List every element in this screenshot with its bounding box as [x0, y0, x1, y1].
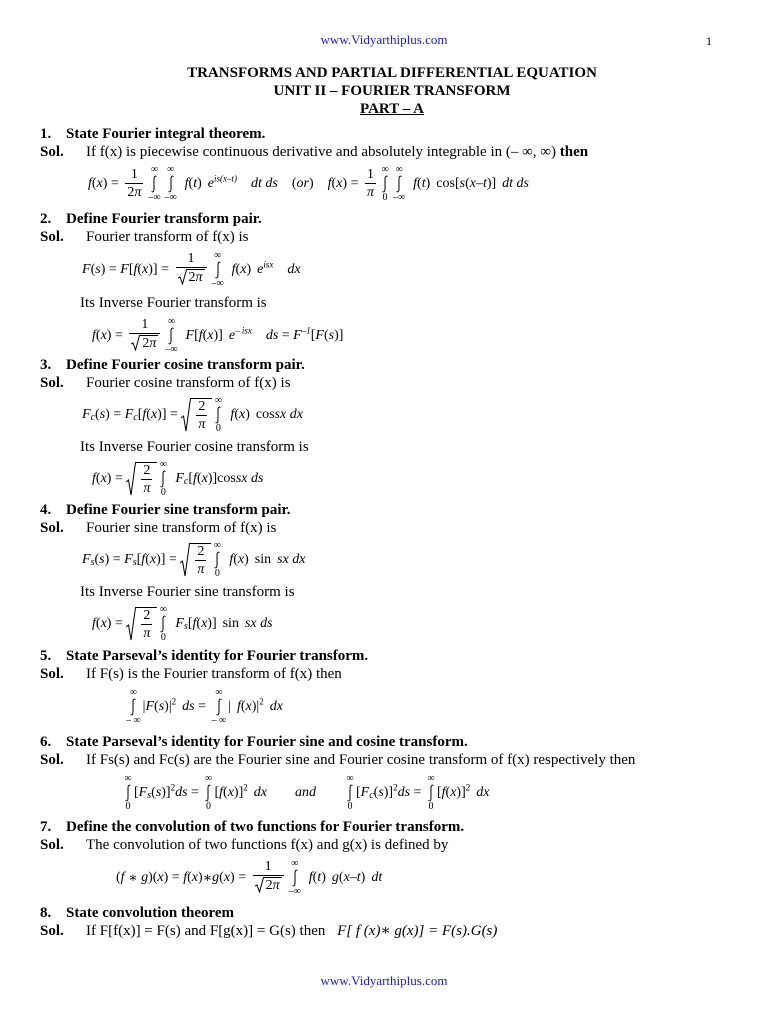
item-4: [40, 501, 740, 647]
formula-convolution: ( f ∗ g )( x ) = f ( x ) ∗ g ( x ) = 1 2 π ∞ –∞ f ( t ) g ( x – t ) dt: [116, 858, 383, 897]
answer-1: Sol. If f(x) is piecewise continuous derivative and absolutely integrable in (– ∞, ∞) then: [40, 144, 589, 160]
question-6: 6. State Parseval’s identity for Fourier sine and cosine transform.: [40, 734, 468, 750]
integral-sign: ∞ 0: [213, 540, 221, 579]
title-line-2: UNIT II – FOURIER TRANSFORM: [273, 83, 511, 99]
integral-sign: ∞ 0: [124, 773, 132, 812]
answer-7: Sol. The convolution of two functions f(x) and g(x) is defined by: [40, 837, 449, 853]
inverse-text-2: Its Inverse Fourier transform is: [80, 295, 267, 311]
answer-8: Sol. If F[f(x)] = F(s) and F[g(x)] = G(s) then F[ f (x)∗ g(x)] = F(s).G(s): [40, 923, 498, 939]
formula-parseval-sine-cosine: ∞ 0 [ Fs ( s )]$^2$ ds = ∞ 0 [ f ( x )]$^2$ dx and ∞ 0 [ Fc ( s )]$^2$ ds = ∞ 0 [ f ( x )]$^2$ dx: [124, 773, 490, 812]
formula-parseval: ∞ – ∞ | F ( s ) $|^2$ ds = ∞ – ∞ | f ( x ) $|^2$ dx: [126, 687, 283, 726]
integral-sign: ∞ 0: [427, 773, 435, 812]
answer-5: Sol. If F(s) is the Fourier transform of f(x) then: [40, 666, 342, 682]
formula-sine-transform: Fs ( s ) = Fs [ f ( x )] = $\frac{2}{\pi}$ ∞ 0 f ( x ) sin sx dx: [82, 540, 306, 579]
formula-inverse-fourier: f ( x ) = 1 2 π ∞ –∞ F [ f ( x )] $e^{- isx}$ ds = $F^{-1}$ [ F ( s )]: [92, 316, 344, 355]
question-7: 7. Define the convolution of two functions for Fourier transform.: [40, 819, 465, 835]
item-8: [40, 904, 740, 940]
formula-fourier-integral: f ( x ) = $\frac{1}{2\pi}$ ∞ –∞ ∞ –∞ f ( t ) $e^{is(x-t)}$ dt ds ( or ) f ( x ) = $\frac{1}{\pi}$ ∞ 0 ∞ –∞ f ( t ) cos[ s ( x – t )] dt ds: [88, 164, 530, 203]
integral-sign: ∞ 0: [381, 164, 389, 203]
item-3: [40, 356, 740, 502]
integral-sign: ∞ 0: [204, 773, 213, 812]
inverse-text-3: Its Inverse Fourier cosine transform is: [80, 439, 309, 455]
question-1: 1. State Fourier integral theorem.: [40, 126, 266, 142]
title-line-1: TRANSFORMS AND PARTIAL DIFFERENTIAL EQUATION: [187, 65, 597, 81]
item-7: [40, 818, 740, 902]
answer-6: Sol. If Fs(s) and Fc(s) are the Fourier sine and Fourier cosine transform of f(x) respectively then: [40, 752, 636, 768]
integral-sign: ∞ –∞: [393, 164, 406, 203]
integral-sign: ∞ –∞: [148, 164, 161, 203]
integral-sign: ∞ 0: [159, 459, 167, 498]
integral-sign: ∞ –∞: [211, 250, 224, 289]
formula-fourier-transform: F ( s ) = F [ f ( x )] = 1 2 π ∞ –∞ f ( x ) $e^{isx}$ dx: [82, 250, 301, 289]
item-2: [40, 210, 740, 360]
header-url[interactable]: www.Vidyarthiplus.com: [320, 32, 448, 47]
answer-3: Sol. Fourier cosine transform of f(x) is: [40, 375, 291, 391]
convolution-theorem-formula: F[ f (x)∗ g(x)] = F(s).G(s): [337, 923, 498, 939]
item-1: [40, 125, 740, 207]
question-2: 2. Define Fourier transform pair.: [40, 211, 262, 227]
integral-sign: ∞ –∞: [164, 164, 177, 203]
formula-inverse-cosine: f ( x ) = $\frac{2}{\pi}$ ∞ 0 Fc [ f ( x )] cos sx ds: [92, 459, 264, 498]
integral-sign: ∞ –∞: [165, 316, 178, 355]
formula-cosine-transform: Fc ( s ) = Fc [ f ( x )] = $\frac{2}{\pi}$ ∞ 0 f ( x ) cos sx dx: [82, 395, 303, 434]
question-3: 3. Define Fourier cosine transform pair.: [40, 357, 305, 373]
and-word: and: [294, 785, 316, 800]
footer-url[interactable]: www.Vidyarthiplus.com: [320, 973, 448, 988]
answer-2: Sol. Fourier transform of f(x) is: [40, 229, 249, 245]
inverse-text-4: Its Inverse Fourier sine transform is: [80, 584, 295, 600]
item-6: [40, 733, 740, 817]
integral-sign: ∞ – ∞: [126, 687, 141, 726]
answer-4: Sol. Fourier sine transform of f(x) is: [40, 520, 277, 536]
integral-sign: ∞ 0: [214, 395, 222, 434]
title-line-3: PART – A: [360, 101, 424, 117]
title-block: [0, 64, 768, 118]
question-4: 4. Define Fourier sine transform pair.: [40, 502, 291, 518]
integral-sign: ∞ 0: [346, 773, 354, 812]
page-number: 1: [706, 34, 712, 48]
integral-sign: ∞ –∞: [288, 858, 301, 897]
item-5: [40, 647, 740, 731]
formula-inverse-sine: f ( x ) = $\frac{2}{\pi}$ ∞ 0 Fs [ f ( x )] sin sx ds: [92, 604, 273, 643]
integral-sign: ∞ 0: [159, 604, 167, 643]
question-8: 8. State convolution theorem: [40, 905, 235, 921]
integral-sign: ∞ – ∞: [211, 687, 227, 726]
question-5: 5. State Parseval’s identity for Fourier transform.: [40, 648, 369, 664]
